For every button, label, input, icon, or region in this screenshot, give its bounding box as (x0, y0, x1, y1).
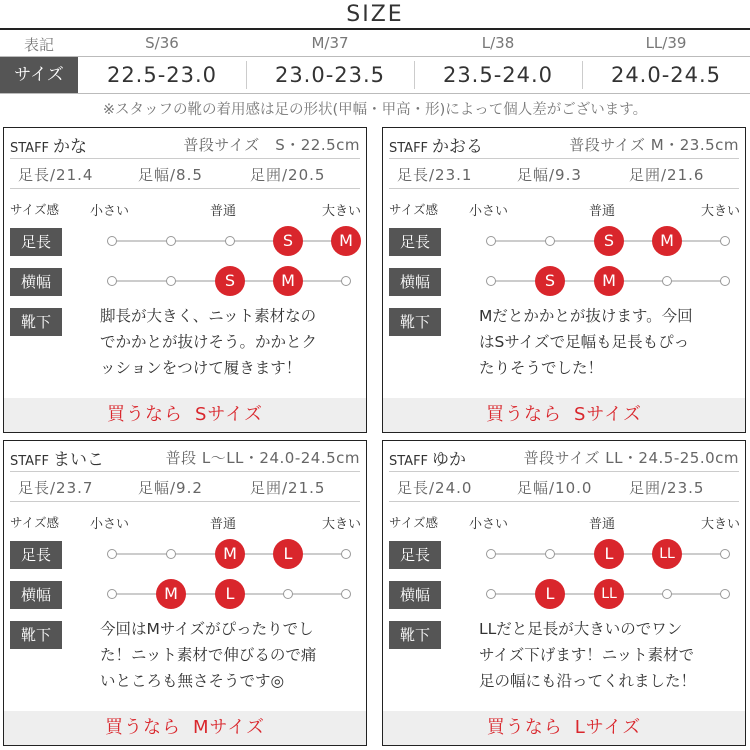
staff-tag: STAFF (10, 454, 50, 469)
length-row-label: 足長 (10, 228, 62, 256)
divider (389, 158, 739, 159)
scale-point (341, 589, 351, 599)
foot-measurements (389, 164, 739, 184)
scale-point (166, 236, 176, 246)
staff-usual-size: 普段 L〜LL・24.0-24.5cm (165, 449, 360, 467)
fit-scale-normal: 普通 (589, 517, 616, 532)
staff-card (3, 127, 367, 433)
fit-size-marker: L (273, 539, 303, 569)
fit-note: ※スタッフの靴の着用感は足の形状(甲幅・甲高・形)によって個人差がございます。 (102, 102, 648, 118)
foot-width: 足幅/9.3 (517, 166, 582, 184)
fit-size-marker: LL (594, 579, 624, 609)
staff-name: ゆか (432, 450, 467, 470)
foot-length: 足長/21.4 (18, 166, 94, 184)
comment-line: でかかとが抜けそう。かかとク (100, 333, 318, 351)
verdict-bar (4, 398, 366, 432)
scale-point (107, 276, 117, 286)
size-value-s: 22.5-23.0 (106, 63, 218, 87)
staff-usual-size: 普段サイズ M・23.5cm (569, 136, 739, 154)
size-row-label: サイズ (0, 57, 78, 93)
fit-size-marker: M (273, 266, 303, 296)
scale-point (283, 589, 293, 599)
staff-tag: STAFF (389, 141, 429, 156)
size-header-ll: LL/39 (645, 34, 687, 52)
verdict-prefix: 買うなら (486, 717, 563, 738)
comment-row-label: 靴下 (389, 621, 441, 649)
divider (389, 501, 739, 502)
foot-length: 足長/24.0 (397, 479, 473, 497)
fit-size-marker: M (594, 266, 624, 296)
fit-scale-label: サイズ感 (389, 202, 439, 217)
size-header-m: M/37 (311, 34, 349, 52)
fit-size-marker: M (652, 226, 682, 256)
staff-usual-size: 普段サイズ S・22.5cm (183, 136, 360, 154)
divider (389, 188, 739, 189)
staff-name: まいこ (53, 450, 105, 470)
scale-point (107, 589, 117, 599)
fit-scale-large: 大きい (701, 204, 741, 219)
scale-point (486, 589, 496, 599)
staff-name: かな (53, 137, 88, 157)
fit-scale-small: 小さい (90, 204, 130, 219)
scale-point (545, 549, 555, 559)
comment-row-label: 靴下 (10, 308, 62, 336)
staff-tag: STAFF (10, 141, 50, 156)
comment-row-label: 靴下 (389, 308, 441, 336)
fit-size-marker: S (273, 226, 303, 256)
fit-size-marker: M (156, 579, 186, 609)
verdict-size: Sサイズ (574, 404, 642, 425)
length-row-label: 足長 (10, 541, 62, 569)
scale-point (166, 276, 176, 286)
comment-row-label: 靴下 (10, 621, 62, 649)
comment-line: Mだとかかとが抜けます。今回 (479, 307, 693, 325)
divider (10, 158, 360, 159)
comment-line: 脚長が大きく、ニット素材なの (100, 307, 317, 325)
staff-header (389, 445, 739, 469)
fit-size-marker: L (594, 539, 624, 569)
scale-point (107, 236, 117, 246)
fit-scale-normal: 普通 (210, 517, 237, 532)
scale-point (720, 236, 730, 246)
staff-card (382, 440, 746, 746)
scale-point (486, 549, 496, 559)
verdict-bar (383, 711, 745, 745)
foot-girth: 足囲/21.6 (629, 166, 705, 184)
verdict-size: Mサイズ (192, 717, 266, 738)
foot-measurements (389, 477, 739, 497)
comment-line: 今回はMサイズがぴったりでし (100, 620, 314, 638)
foot-measurements (10, 477, 360, 497)
staff-comment (100, 616, 358, 694)
verdict-prefix: 買うなら (486, 404, 562, 425)
comment-line: た！ニット素材で伸びるので痛 (100, 646, 317, 664)
fit-scale-label: サイズ感 (389, 515, 439, 530)
staff-comment (479, 303, 737, 381)
foot-width: 足幅/10.0 (517, 479, 593, 497)
scale-point (107, 549, 117, 559)
foot-length: 足長/23.7 (18, 479, 94, 497)
comment-line: ッションをつけて履きます！ (100, 359, 302, 377)
fit-scale-normal: 普通 (210, 204, 237, 219)
staff-header (10, 132, 360, 156)
scale-point (486, 276, 496, 286)
fit-scale-normal: 普通 (589, 204, 616, 219)
length-row-label: 足長 (389, 228, 441, 256)
comment-line: いところも無さそうです◎ (100, 672, 285, 690)
fit-scale-small: 小さい (90, 517, 130, 532)
fit-scale-small: 小さい (469, 204, 509, 219)
fit-scale-large: 大きい (322, 204, 362, 219)
staff-header (389, 132, 739, 156)
size-value-ll: 24.0-24.5 (610, 63, 722, 87)
scale-point (166, 549, 176, 559)
fit-size-marker: L (215, 579, 245, 609)
size-header-label: 表記 (23, 36, 54, 54)
staff-card (3, 440, 367, 746)
scale-point (341, 549, 351, 559)
foot-measurements (10, 164, 360, 184)
size-header-row (0, 31, 750, 55)
divider (10, 471, 360, 472)
verdict-prefix: 買うなら (107, 404, 183, 425)
width-row-label: 横幅 (389, 268, 441, 296)
staff-card (382, 127, 746, 433)
staff-tag: STAFF (389, 454, 429, 469)
scale-point (662, 589, 672, 599)
divider (10, 501, 360, 502)
size-value-l: 23.5-24.0 (442, 63, 554, 87)
title-divider (0, 28, 750, 30)
scale-point (662, 276, 672, 286)
fit-size-marker: M (331, 226, 361, 256)
fit-scale-large: 大きい (322, 517, 362, 532)
comment-line: たりそうでした！ (479, 359, 604, 377)
size-title: SIZE (346, 2, 404, 27)
scale-point (720, 589, 730, 599)
verdict-bar (383, 398, 745, 432)
fit-size-marker: LL (652, 539, 682, 569)
scale-point (341, 276, 351, 286)
fit-size-marker: S (594, 226, 624, 256)
verdict-size: Sサイズ (195, 404, 263, 425)
length-row-label: 足長 (389, 541, 441, 569)
staff-usual-size: 普段サイズ LL・24.5-25.0cm (523, 449, 739, 467)
size-value-m: 23.0-23.5 (274, 63, 386, 87)
fit-scale-label: サイズ感 (10, 515, 60, 530)
comment-line: LLだと足長が大きいのでワン (479, 620, 683, 638)
divider (10, 188, 360, 189)
width-row-label: 横幅 (10, 581, 62, 609)
fit-size-marker: L (535, 579, 565, 609)
scale-point (225, 236, 235, 246)
size-header-s: S/36 (145, 34, 179, 52)
verdict-size: Lサイズ (574, 717, 642, 738)
foot-width: 足幅/9.2 (138, 479, 203, 497)
width-row-label: 横幅 (389, 581, 441, 609)
staff-comment (479, 616, 737, 694)
foot-girth: 足囲/23.5 (629, 479, 705, 497)
foot-length: 足長/23.1 (397, 166, 473, 184)
width-row-label: 横幅 (10, 268, 62, 296)
fit-scale-small: 小さい (469, 517, 509, 532)
scale-point (545, 236, 555, 246)
size-value-row (0, 56, 750, 94)
staff-name: かおる (432, 137, 484, 157)
size-header-l: L/38 (481, 34, 515, 52)
comment-line: サイズ下げます！ニット素材で (479, 646, 695, 664)
scale-point (720, 276, 730, 286)
staff-header (10, 445, 360, 469)
verdict-bar (4, 711, 366, 745)
verdict-prefix: 買うなら (104, 717, 181, 738)
scale-point (486, 236, 496, 246)
fit-scale-large: 大きい (701, 517, 741, 532)
fit-size-marker: M (215, 539, 245, 569)
comment-line: 足の幅にも沿ってくれました！ (479, 672, 697, 690)
foot-girth: 足囲/21.5 (250, 479, 326, 497)
fit-size-marker: S (535, 266, 565, 296)
comment-line: はSサイズで足幅も足長もぴっ (479, 333, 690, 351)
foot-width: 足幅/8.5 (138, 166, 203, 184)
scale-point (720, 549, 730, 559)
fit-scale-label: サイズ感 (10, 202, 60, 217)
divider (389, 471, 739, 472)
staff-comment (100, 303, 358, 381)
fit-size-marker: S (215, 266, 245, 296)
foot-girth: 足囲/20.5 (250, 166, 326, 184)
